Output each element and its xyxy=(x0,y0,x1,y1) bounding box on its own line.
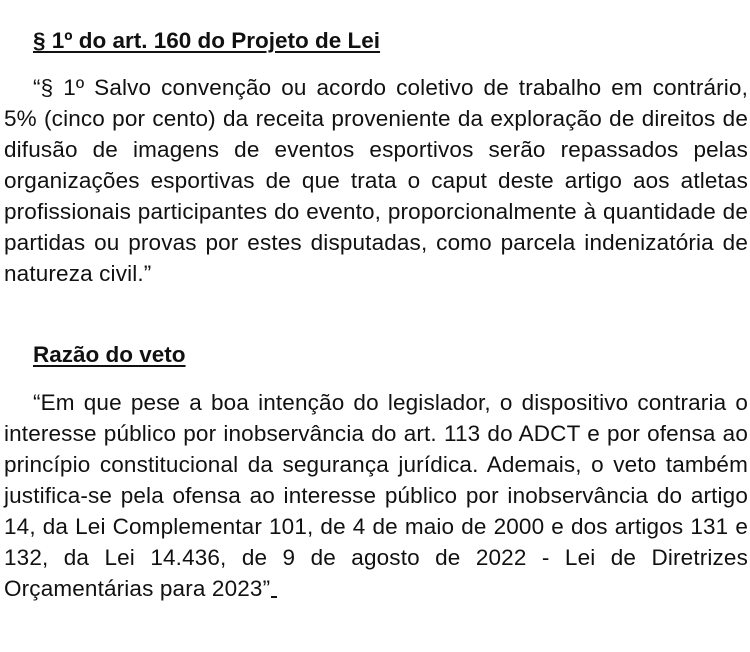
veto-reason-text xyxy=(4,387,748,604)
veto-reason-body: “Em que pese a boa intenção do legislador, o dispositivo contraria o interesse público por inobservância do art. 113 do ADCT e por ofensa ao princípio constitucional da segurança jurídica. Ademais, o veto também justifica-se pela ofensa ao interesse público por inobservância do artigo 14, da Lei Complementar 101, de 4 de maio de 2000 e dos artigos 131 e 132, da Lei 14.436, de 9 de agosto de 2022 - Lei de Diretrizes Orçamentárias para 2023” xyxy=(4,390,748,601)
section-paragraph-1-text xyxy=(4,72,748,289)
text-cursor xyxy=(271,596,277,598)
section-heading-paragraph-1: § 1º do art. 160 do Projeto de Lei xyxy=(33,28,381,53)
section-heading-veto-reason: Razão do veto xyxy=(33,342,186,367)
paragraph-1-body: “§ 1º Salvo convenção ou acordo coletivo de trabalho em contrário, 5% (cinco por cento) da receita proveniente da exploração de direitos de difusão de imagens de eventos esportivos serão repassados pelas organizações esportivas de que trata o caput deste artigo aos atletas profissionais participantes do evento, proporcionalmente à quantidade de partidas ou provas por estes disputadas, como parcela indenizatória de natureza civil.” xyxy=(4,75,748,286)
